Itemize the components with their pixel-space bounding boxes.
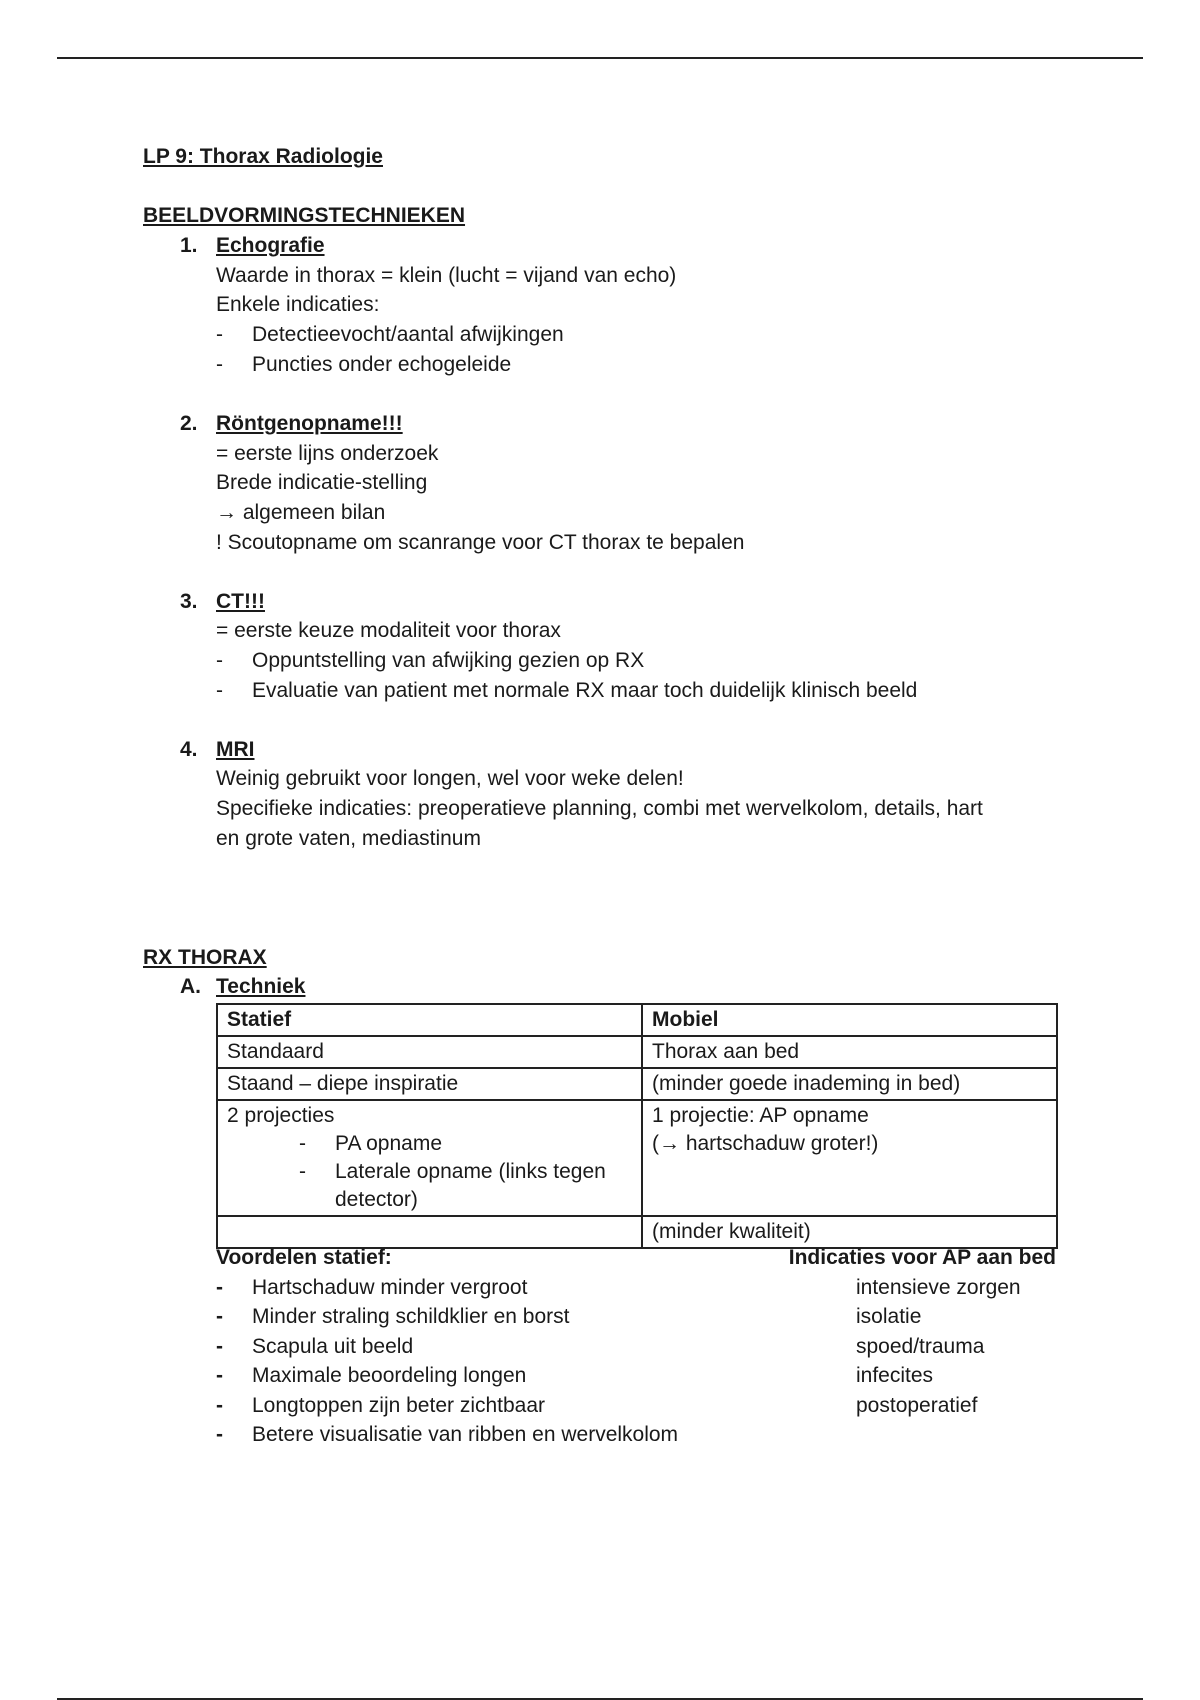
- bullet-text: Betere visualisatie van ribben en wervelkolom: [252, 1423, 679, 1446]
- text-line: Enkele indicaties:: [216, 293, 380, 316]
- table-cell: (minder kwaliteit): [642, 1216, 1057, 1248]
- sub-title-techniek: Techniek: [216, 975, 306, 998]
- table-row: [217, 1068, 1057, 1100]
- bullet-dash: -: [216, 1394, 223, 1417]
- item-title-echografie: Echografie: [216, 234, 325, 257]
- projectie-label: 1 projectie: AP opname: [652, 1104, 869, 1127]
- projectie-note: (→ hartschaduw groter!): [652, 1132, 879, 1155]
- list-item: [299, 1158, 632, 1214]
- bullet-item: [216, 1333, 413, 1361]
- table-row: [217, 1100, 1057, 1216]
- bullet-dash: -: [299, 1132, 306, 1155]
- bullet-dash: -: [216, 353, 223, 376]
- bullet-dash: -: [216, 1335, 223, 1358]
- bullet-item: [216, 1421, 678, 1449]
- bullet-item: [216, 1274, 527, 1302]
- voordelen-title: Voordelen statief:: [216, 1246, 392, 1269]
- bullet-dash: -: [216, 1423, 223, 1446]
- bullet-dash: -: [216, 649, 223, 672]
- bullet-text: Puncties onder echogeleide: [252, 353, 512, 376]
- bullet-text: Hartschaduw minder vergroot: [252, 1276, 528, 1299]
- table-cell: [217, 1100, 642, 1216]
- bullet-item: [216, 1362, 526, 1390]
- bullet-text: PA opname: [335, 1132, 443, 1155]
- list-item: spoed/trauma: [856, 1335, 985, 1358]
- indicaties-title: Indicaties voor AP aan bed: [788, 1246, 1056, 1269]
- bullet-item: [216, 1392, 545, 1420]
- bullet-text: Detectieevocht/aantal afwijkingen: [252, 323, 564, 346]
- text-line: en grote vaten, mediastinum: [216, 827, 481, 850]
- list-item: postoperatief: [856, 1394, 978, 1417]
- text-line: Brede indicatie-stelling: [216, 471, 428, 494]
- bullet-text: Oppuntstelling van afwijking gezien op RX: [252, 649, 645, 672]
- list-item: [299, 1130, 632, 1158]
- bullet-text: Evaluatie van patient met normale RX maar toch duidelijk klinisch beeld: [252, 679, 918, 702]
- text-line: = eerste keuze modaliteit voor thorax: [216, 619, 561, 642]
- bullet-text: Scapula uit beeld: [252, 1335, 414, 1358]
- item-number-3: 3.: [180, 590, 198, 613]
- table-row: [217, 1036, 1057, 1068]
- projecties-label: 2 projecties: [227, 1104, 335, 1127]
- bullet-item: [216, 647, 644, 675]
- list-item: infecites: [856, 1364, 934, 1387]
- bullet-dash: -: [216, 1364, 223, 1387]
- section-heading-beeldvorming: BEELDVORMINGSTECHNIEKEN: [143, 204, 466, 227]
- page-title: LP 9: Thorax Radiologie: [143, 145, 383, 168]
- table-header-row: [217, 1004, 1057, 1036]
- text-line: Waarde in thorax = klein (lucht = vijand van echo): [216, 264, 677, 287]
- table-header-cell: Statief: [217, 1004, 642, 1036]
- sub-number-a: A.: [180, 975, 201, 998]
- text-line: → algemeen bilan: [216, 501, 386, 524]
- bullet-item: [216, 321, 564, 349]
- bullet-item: [216, 677, 917, 705]
- item-title-mri: MRI: [216, 738, 255, 761]
- text-line: ! Scoutopname om scanrange voor CT thorax te bepalen: [216, 531, 745, 554]
- text-line: Weinig gebruikt voor longen, wel voor weke delen!: [216, 767, 684, 790]
- bullet-text: Longtoppen zijn beter zichtbaar: [252, 1394, 546, 1417]
- bullet-dash: -: [216, 1276, 223, 1299]
- item-title-ct: CT!!!: [216, 590, 265, 613]
- section-heading-rx-thorax: RX THORAX: [143, 946, 267, 969]
- bullet-dash: -: [216, 323, 223, 346]
- bullet-item: [216, 1303, 569, 1331]
- table-cell: Standaard: [217, 1036, 642, 1068]
- techniek-table: [216, 1003, 1058, 1249]
- text-line: = eerste lijns onderzoek: [216, 442, 439, 465]
- bullet-dash: -: [216, 1305, 223, 1328]
- projecties-list: [227, 1130, 632, 1214]
- bullet-text: Minder straling schildklier en borst: [252, 1305, 570, 1328]
- list-item: intensieve zorgen: [856, 1276, 1021, 1299]
- table-cell: (minder goede inademing in bed): [642, 1068, 1057, 1100]
- header-rule: [57, 57, 1143, 59]
- item-number-1: 1.: [180, 234, 198, 257]
- bullet-text: Laterale opname (links tegen detector): [335, 1160, 606, 1211]
- item-title-rontgenopname: Röntgenopname!!!: [216, 412, 403, 435]
- item-number-4: 4.: [180, 738, 198, 761]
- text-line: Specifieke indicaties: preoperatieve planning, combi met wervelkolom, details, hart: [216, 797, 983, 820]
- table-cell: Staand – diepe inspiratie: [217, 1068, 642, 1100]
- bullet-text: Maximale beoordeling longen: [252, 1364, 527, 1387]
- table-header-cell: Mobiel: [642, 1004, 1057, 1036]
- bullet-item: [216, 351, 511, 379]
- table-cell: [642, 1100, 1057, 1216]
- bullet-dash: -: [216, 679, 223, 702]
- list-item: isolatie: [856, 1305, 922, 1328]
- item-number-2: 2.: [180, 412, 198, 435]
- bullet-dash: -: [299, 1160, 306, 1183]
- table-cell: Thorax aan bed: [642, 1036, 1057, 1068]
